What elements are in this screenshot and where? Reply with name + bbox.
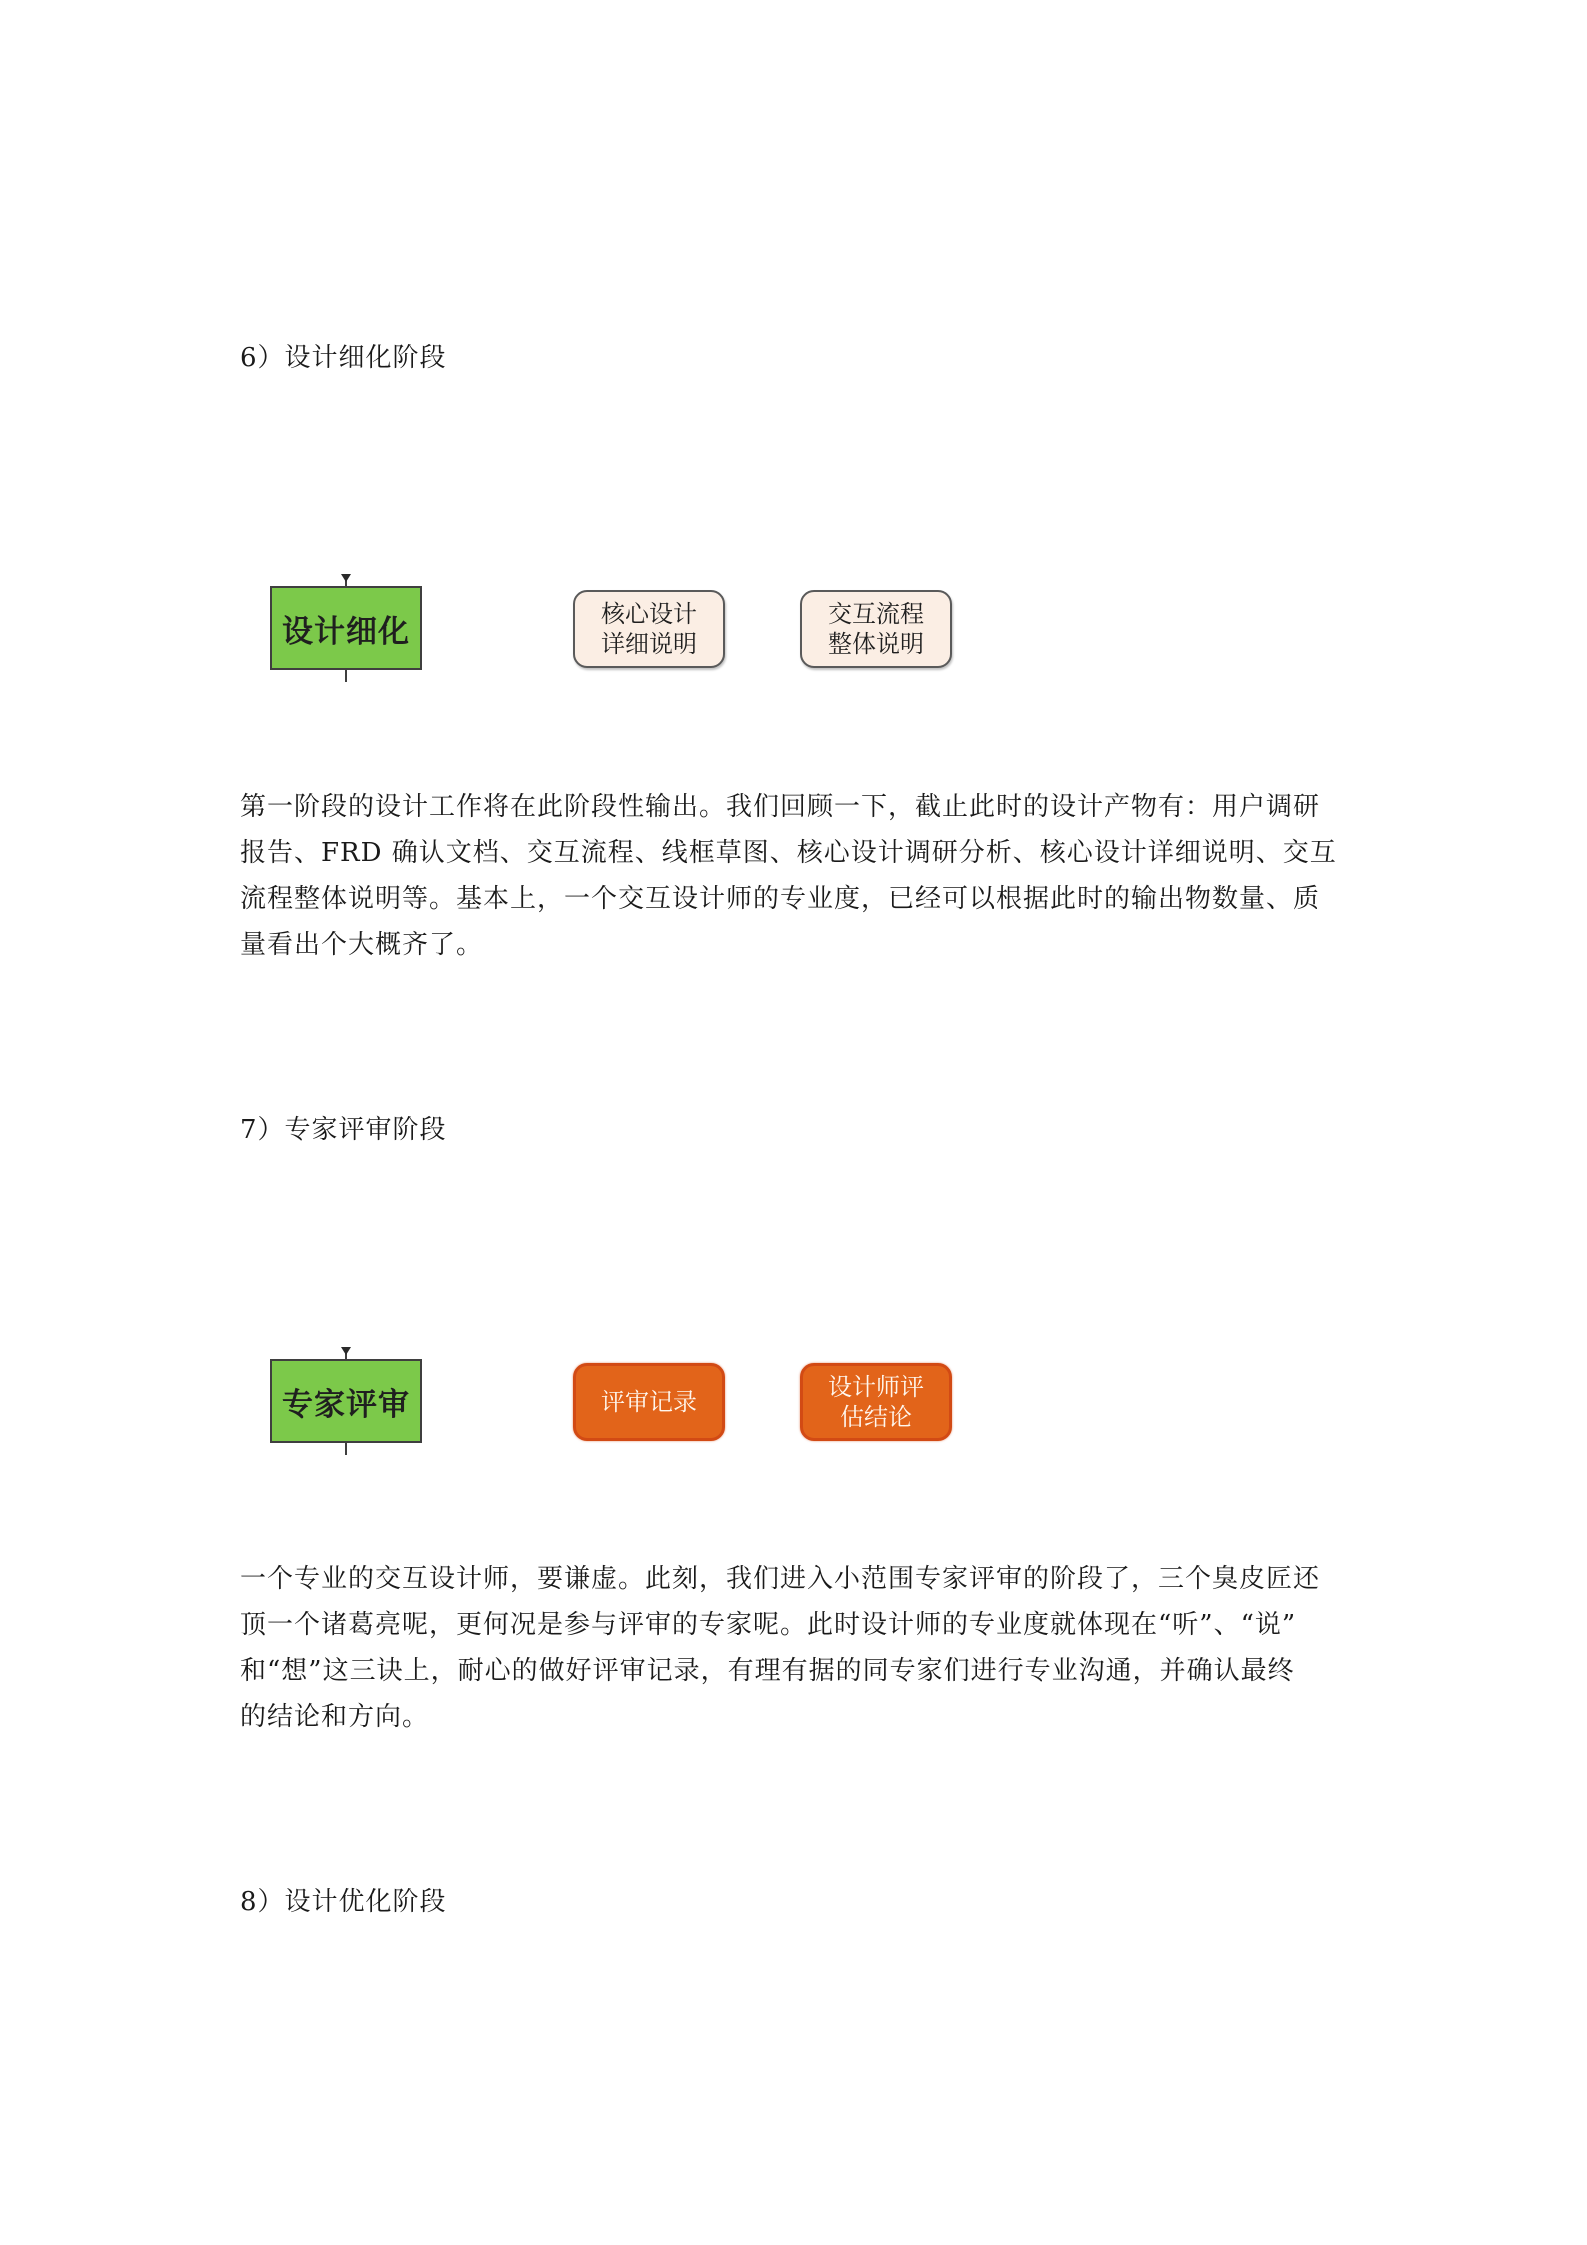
output-label-line1: 设计师评 [828, 1373, 924, 1401]
arrow-down-icon [341, 1347, 351, 1355]
output-label-line1: 评审记录 [601, 1388, 697, 1416]
connector-line [345, 670, 347, 682]
paragraph-line: 报告、FRD 确认文档、交互流程、线框草图、核心设计调研分析、核心设计详细说明、交互 [240, 838, 1337, 868]
section-7-heading: 7）专家评审阶段 [240, 1115, 447, 1145]
paragraph-line: 第一阶段的设计工作将在此阶段性输出。我们回顾一下，截止此时的设计产物有：用户调研 [240, 792, 1321, 822]
output-box-core-design-detail [573, 590, 725, 668]
output-label-line2: 整体说明 [828, 630, 924, 658]
arrow-down-icon [341, 574, 351, 582]
paragraph-line: 顶一个诸葛亮呢，更何况是参与评审的专家呢。此时设计师的专业度就体现在“听”、“说” [240, 1610, 1297, 1640]
output-label-line1: 核心设计 [601, 600, 697, 628]
paragraph-line: 流程整体说明等。基本上，一个交互设计师的专业度，已经可以根据此时的输出物数量、质 [240, 884, 1321, 914]
output-box-review-record [573, 1363, 725, 1441]
section-7-diagram [240, 1347, 1000, 1467]
stage-box-design-refinement: 设计细化 [270, 586, 422, 670]
output-label-line1: 交互流程 [828, 600, 924, 628]
section-6-heading: 6）设计细化阶段 [240, 343, 447, 373]
output-box-designer-evaluation [800, 1363, 952, 1441]
paragraph-line: 量看出个大概齐了。 [240, 930, 484, 960]
section-8-heading: 8）设计优化阶段 [240, 1887, 447, 1917]
output-label-line2: 估结论 [840, 1403, 912, 1431]
paragraph-line: 一个专业的交互设计师，要谦虚。此刻，我们进入小范围专家评审的阶段了，三个臭皮匠还 [240, 1564, 1321, 1594]
paragraph-line: 和“想”这三诀上，耐心的做好评审记录，有理有据的同专家们进行专业沟通，并确认最终 [240, 1656, 1295, 1686]
output-box-interaction-flow-overview [800, 590, 952, 668]
stage-box-expert-review: 专家评审 [270, 1359, 422, 1443]
connector-line [345, 1443, 347, 1455]
section-7-paragraph [240, 1556, 1360, 1740]
paragraph-line: 的结论和方向。 [240, 1702, 430, 1732]
section-6-diagram [240, 574, 1000, 694]
output-label-line2: 详细说明 [601, 630, 697, 658]
section-6-paragraph [240, 784, 1360, 968]
